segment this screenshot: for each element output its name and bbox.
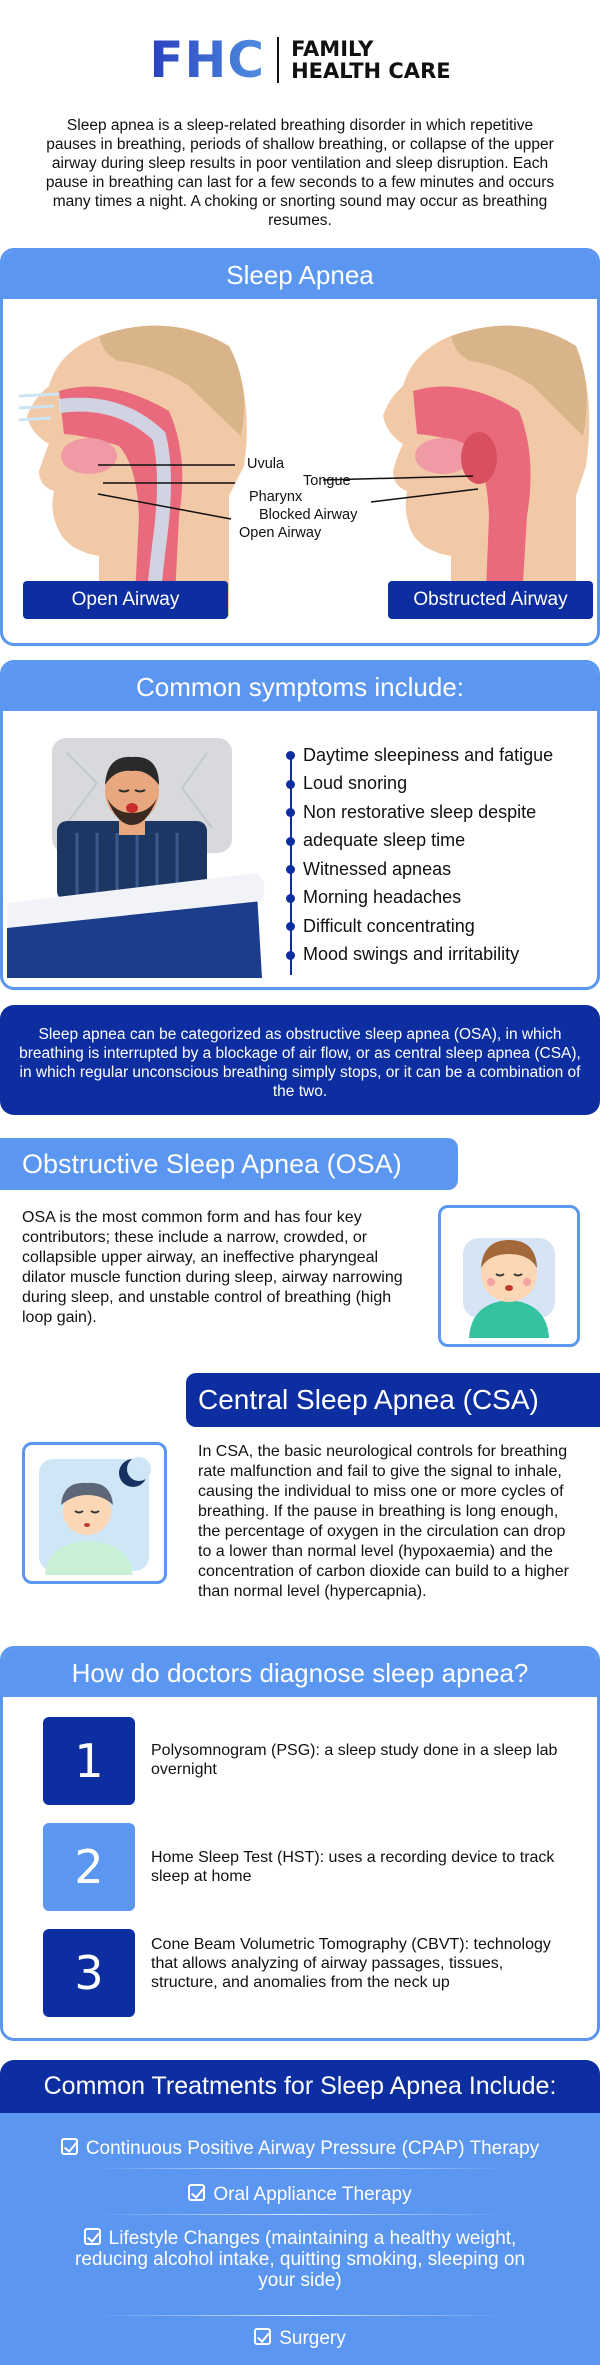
bullet-dot bbox=[286, 894, 295, 903]
treatment-item bbox=[0, 2138, 600, 2159]
symptom-text: Witnessed apneas bbox=[303, 858, 452, 879]
bullet-dot bbox=[286, 951, 295, 960]
bullet-dot bbox=[286, 837, 295, 846]
osa-text: OSA is the most common form and has four key contributors; these include a narrow, crowded, or collapsible upper airway, an ineffective pharyngeal dilator muscle function during sleep, airway narrowing during sleep, and unstable control of breathing (high loop gain). bbox=[22, 1209, 403, 1326]
symptoms-title: Common symptoms include: bbox=[3, 663, 597, 711]
treatment-text: Oral Appliance Therapy bbox=[213, 2184, 412, 2205]
csa-icon-frame bbox=[22, 1442, 167, 1584]
treatment-item bbox=[0, 2184, 600, 2205]
sleeping-child-icon bbox=[441, 1208, 577, 1344]
label-open-airway: Open Airway bbox=[239, 525, 322, 541]
checkbox-icon bbox=[254, 2328, 271, 2345]
osa-icon-frame bbox=[438, 1205, 580, 1347]
treatments-title: Common Treatments for Sleep Apnea Include: bbox=[0, 2060, 600, 2113]
label-uvula: Uvula bbox=[247, 456, 285, 472]
divider bbox=[90, 2168, 510, 2169]
list-item bbox=[287, 770, 587, 799]
step-number: 3 bbox=[43, 1929, 135, 2017]
symptom-text: adequate sleep time bbox=[303, 830, 466, 851]
list-item bbox=[287, 884, 587, 913]
bullet-dot bbox=[286, 751, 295, 760]
divider bbox=[90, 2214, 510, 2215]
step-text: Cone Beam Volumetric Tomography (CBVT): technology that allows analyzing of airway passages, tissues, structure, and anomalies from the neck up bbox=[151, 1936, 551, 1991]
csa-text: In CSA, the basic neurological controls for breathing rate malfunction and fail to give the signal to inhale, causing the individual to miss one or more cycles of breathing. If the pause in breathing is long enough, the percentage of oxygen in the circulation can drop to a lower than normal level (hypoxaemia) and the concentration of carbon dioxide can build to a higher than normal level (hypercapnia). bbox=[198, 1443, 569, 1600]
logo-line2: HEALTH CARE bbox=[291, 59, 451, 83]
symptom-text: Non restorative sleep despite bbox=[303, 801, 537, 822]
divider bbox=[90, 2315, 510, 2316]
treatment-text: Surgery bbox=[279, 2328, 346, 2349]
list-item bbox=[287, 941, 587, 970]
treatment-item bbox=[0, 2328, 600, 2349]
open-airway-tag: Open Airway bbox=[23, 581, 228, 619]
symptom-text: Difficult concentrating bbox=[303, 915, 475, 936]
bullet-dot bbox=[286, 865, 295, 874]
categories-text: Sleep apnea can be categorized as obstructive sleep apnea (OSA), in which breathing is interrupted by a blockage of air flow, or as central sleep apnea (CSA), in which regular unconscious breathing simply stops, or it can be a combination of the two. bbox=[19, 1026, 581, 1100]
checkbox-icon bbox=[188, 2184, 205, 2201]
treatment-item bbox=[0, 2228, 600, 2291]
categories-box bbox=[0, 1005, 600, 1115]
checkbox-icon bbox=[61, 2138, 78, 2155]
symptom-text: Mood swings and irritability bbox=[303, 944, 520, 965]
diagnose-title: How do doctors diagnose sleep apnea? bbox=[3, 1649, 597, 1697]
logo-text bbox=[291, 38, 450, 82]
treatment-text: Lifestyle Changes (maintaining a healthy weight, reducing alcohol intake, quitting smoking, sleeping on your side) bbox=[75, 2228, 525, 2291]
label-blocked-airway: Blocked Airway bbox=[259, 507, 358, 523]
step-number: 1 bbox=[43, 1717, 135, 1805]
symptoms-panel bbox=[0, 660, 600, 990]
label-tongue: Tongue bbox=[303, 473, 351, 489]
step-text: Home Sleep Test (HST): uses a recording device to track sleep at home bbox=[151, 1849, 555, 1885]
csa-title: Central Sleep Apnea (CSA) bbox=[186, 1373, 600, 1427]
symptom-text: Morning headaches bbox=[303, 887, 462, 908]
step-text: Polysomnogram (PSG): a sleep study done in a sleep lab overnight bbox=[151, 1742, 558, 1778]
sleeping-man-icon bbox=[25, 1445, 164, 1581]
osa-title: Obstructive Sleep Apnea (OSA) bbox=[0, 1138, 458, 1190]
list-item bbox=[287, 827, 587, 856]
list-item bbox=[287, 855, 587, 884]
obstructed-airway-tag: Obstructed Airway bbox=[388, 581, 593, 619]
list-item bbox=[287, 741, 587, 770]
logo-mark: FHC bbox=[149, 31, 266, 89]
list-item bbox=[287, 798, 587, 827]
step-number: 2 bbox=[43, 1823, 135, 1911]
logo-line1: FAMILY bbox=[291, 37, 374, 61]
bullet-dot bbox=[286, 808, 295, 817]
list-item bbox=[287, 912, 587, 941]
treatments-panel bbox=[0, 2060, 600, 2365]
logo-divider bbox=[277, 37, 279, 83]
bullet-dot bbox=[286, 780, 295, 789]
fhc-logo bbox=[0, 30, 600, 90]
diagnose-panel bbox=[0, 1646, 600, 2041]
symptoms-list bbox=[287, 741, 587, 969]
checkbox-icon bbox=[84, 2228, 101, 2245]
symptom-text: Loud snoring bbox=[303, 773, 408, 794]
bullet-dot bbox=[286, 922, 295, 931]
sleep-apnea-title: Sleep Apnea bbox=[3, 251, 597, 299]
intro-paragraph: Sleep apnea is a sleep-related breathing disorder in which repetitive pauses in breathing, periods of shallow breathing, or collapse of the upper airway during sleep results in poor ventilation and sleep disruption. Each pause in breathing can last for a few seconds to a few minutes and occurs many times a night. A choking or snorting sound may occur as breathing resumes. bbox=[45, 117, 555, 229]
sleep-apnea-panel bbox=[0, 248, 600, 646]
label-pharynx: Pharynx bbox=[249, 489, 303, 505]
treatment-text: Continuous Positive Airway Pressure (CPAP) Therapy bbox=[85, 2138, 540, 2159]
symptom-text: Daytime sleepiness and fatigue bbox=[303, 744, 554, 765]
sleeping-man-illustration bbox=[7, 733, 267, 978]
